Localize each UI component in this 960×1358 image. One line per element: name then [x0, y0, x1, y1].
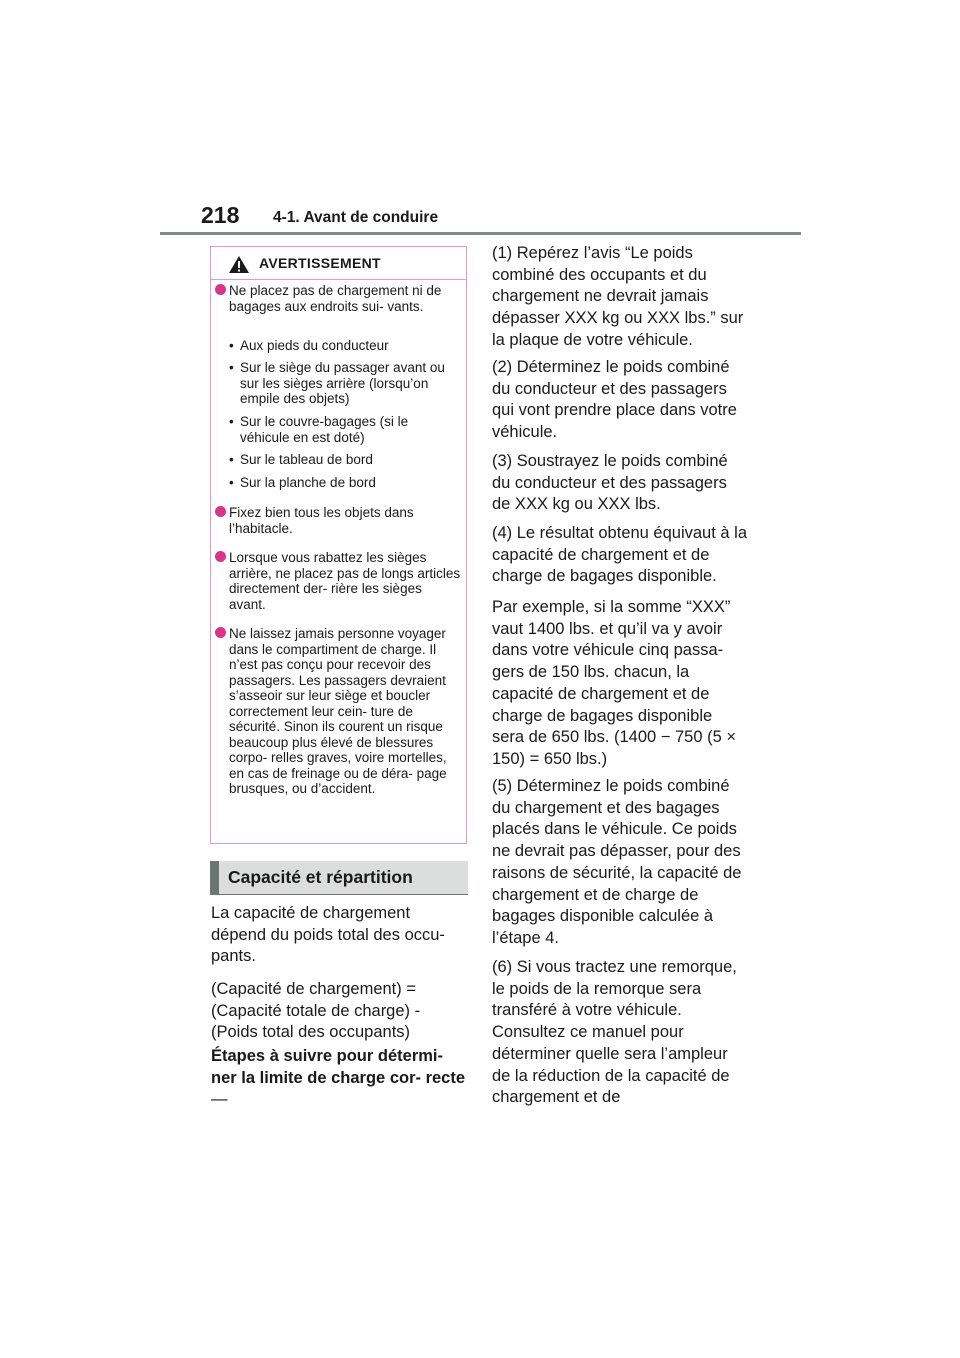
warning-subitem: • Sur le couvre-bagages (si le véhicule en est doté)	[229, 414, 409, 445]
bullet-dot-icon	[215, 284, 226, 295]
warning-subitem: • Aux pieds du conducteur	[229, 338, 389, 353]
warning-box	[210, 246, 467, 844]
step-paragraph: (5) Déterminez le poids combiné du chargement et des bagages placés dans le véhicule. Ce poids ne devrait pas dépasser, pour des raisons de sécurité, la capacité de chargement et de charge de bagages disponible calculée à l’étape 4.	[492, 777, 742, 947]
warning-item: Fixez bien tous les objets dans l’habitacle.	[229, 505, 461, 536]
warning-subitem: • Sur la planche de bord	[229, 475, 376, 490]
capacity-paragraph: La capacité de chargement dépend du poids total des occu- pants.	[211, 904, 445, 966]
warning-subitem: • Sur le tableau de bord	[229, 452, 373, 467]
steps-heading: Étapes à suivre pour détermi- ner la limite de charge cor- recte —	[211, 1047, 466, 1109]
warning-header	[211, 247, 466, 280]
warning-title: AVERTISSEMENT	[259, 255, 381, 271]
example-paragraph: Par exemple, si la somme “XXX” vaut 1400 lbs. et qu’il va y avoir dans votre véhicule cinq passa- gers de 150 lbs. chacun, la capacité de chargement et de charge de bagages disponible sera de 650 lbs. (1400 − 750 (5 × 150) = 650 lbs.)	[492, 598, 737, 768]
step-paragraph: (6) Si vous tractez une remorque, le poids de la remorque sera transféré à votre véhicule. Consultez ce manuel pour déterminer quelle sera l’ampleur de la réduction de la capacité de chargement et de	[492, 958, 737, 1107]
page-number: 218	[201, 202, 240, 228]
warning-subitem: • Sur le siège du passager avant ou sur les sièges arrière (lorsqu’on empile des objets)	[229, 360, 445, 406]
bullet-dot-icon	[215, 627, 226, 638]
bullet-dot-icon	[215, 551, 226, 562]
step-paragraph: (1) Repérez l’avis “Le poids combiné des occupants et du chargement ne devrait jamais dépasser XXX kg ou XXX lbs.” sur la plaque de votre véhicule.	[492, 244, 744, 349]
capacity-heading-rule	[210, 894, 468, 895]
header-rule	[160, 232, 801, 235]
warning-item: Ne placez pas de chargement ni de bagages aux endroits sui- vants.	[229, 283, 461, 314]
warning-item: Ne laissez jamais personne voyager dans le compartiment de charge. Il n’est pas conçu pour recevoir des passagers. Les passagers devraient s’asseoir sur leur siège et boucler correctement leur cein- ture de sécurité. Sinon ils courent un risque beaucoup plus élevé de blessures corpo- relles graves, voire mortelles, en cas de freinage ou de déra- page brusques, ou d’accident.	[229, 626, 461, 797]
step-paragraph: (3) Soustrayez le poids combiné du conducteur et des passagers de XXX kg ou XXX lbs.	[492, 452, 728, 514]
section-title: 4-1. Avant de conduire	[273, 209, 439, 226]
bullet-dot-icon	[215, 506, 226, 517]
step-paragraph: (4) Le résultat obtenu équivaut à la capacité de chargement et de charge de bagages disponible.	[492, 524, 748, 586]
capacity-formula: (Capacité de chargement) = (Capacité totale de charge) - (Poids total des occupants)	[211, 980, 421, 1042]
warning-triangle-icon	[228, 255, 250, 274]
step-paragraph: (2) Déterminez le poids combiné du conducteur et des passagers qui vont prendre place dans votre véhicule.	[492, 358, 737, 442]
warning-item: Lorsque vous rabattez les sièges arrière, ne placez pas de longs articles directement der- rière les sièges avant.	[229, 550, 461, 612]
capacity-section-heading: Capacité et répartition	[210, 861, 468, 895]
